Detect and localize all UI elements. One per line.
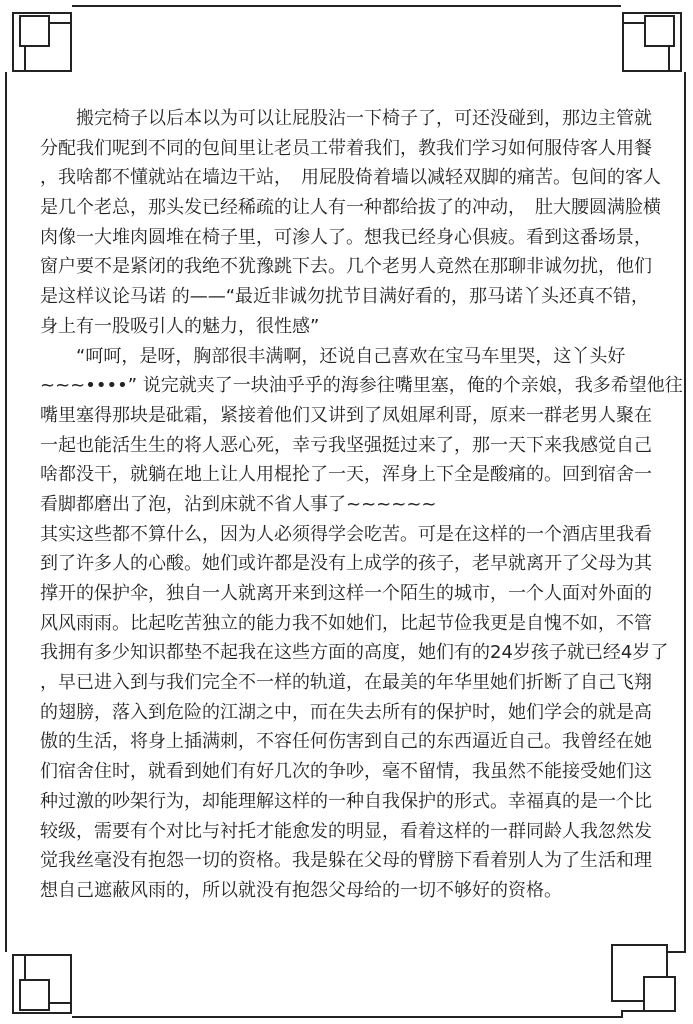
corner-border-connector-bottom xyxy=(621,1010,645,1012)
essay-line: 风风雨雨。比起吃苦独立的能力我不如她们，比起节俭我更是自愧不如，不管 xyxy=(40,612,652,634)
corner-ornament-top-right xyxy=(622,12,682,72)
essay-line: 搬完椅子以后本以为可以让屁股沾一下椅子了，可还没碰到，那边主管就 xyxy=(40,108,652,129)
essay-line: 们宿舍住时，就看到她们有好几次的争吵，毫不留情，我虽然不能接受她们这 xyxy=(40,761,652,783)
essay-line: 傲的生活，将身上插满刺，不容任何伤害到自己的东西逼近自己。我曾经在她 xyxy=(40,731,652,753)
corner-vertical-connector xyxy=(24,954,26,979)
essay-line: 想自己遮蔽风雨的，所以就没有抱怨父母给的一切不够好的资格。 xyxy=(40,879,562,901)
essay-line: 窗户要不是紧闭的我绝不犹豫跳下去。几个老男人竟然在那聊非诚勿扰，他们 xyxy=(40,256,652,278)
corner-ornament-bottom-left xyxy=(12,954,72,1014)
page-border-right xyxy=(684,72,686,953)
corner-ornament-top-left xyxy=(12,12,72,72)
essay-line: 其实这些都不算什么，因为人必须得学会吃苦。可是在这样的一个酒店里我看 xyxy=(40,523,652,545)
essay-line: 分配我们呢到不同的包间里让老员工带着我们，教我们学习如何服侍客人用餐 xyxy=(40,137,652,159)
essay-line: 是几个老总，那头发已经稀疏的让人有一种都给拔了的冲动， 肚大腰圆满脸横 xyxy=(40,197,661,219)
essay-line: ~~~••••” 说完就夹了一块油乎乎的海参往嘴里塞，俺的个亲娘，我多希望他往 xyxy=(40,375,683,397)
essay-line: ，早已进入到与我们完全不一样的轨道，在最美的年华里她们折断了自己飞翔 xyxy=(40,672,652,694)
essay-line: 身上有一股吸引人的魅力，很性感” xyxy=(40,315,320,337)
page-border-top xyxy=(72,5,621,7)
corner-horizontal-connector xyxy=(50,22,72,24)
essay-line: “呵呵，是呀，胸部很丰满啊，还说自己喜欢在宝马车里哭，这丫头好 xyxy=(40,345,626,367)
essay-line: ，我啥都不懂就站在墙边干站， 用屁股倚着墙以减轻双脚的痛苦。包间的客人 xyxy=(40,167,661,189)
corner-vertical-connector xyxy=(24,47,26,72)
corner-vertical-connector xyxy=(668,47,670,72)
essay-line: 肉像一大堆肉圆堆在椅子里，可渗人了。想我已经身心俱疲。看到这番场景， xyxy=(40,226,652,248)
corner-horizontal-connector xyxy=(622,22,644,24)
essay-line: 觉我丝毫没有抱怨一切的资格。我是躲在父母的臂膀下看着别人为了生活和理 xyxy=(40,850,652,872)
essay-line: 较级，需要有个对比与衬托才能愈发的明显，看着这样的一群同龄人我忽然发 xyxy=(40,820,652,842)
essay-line: 是这样议论马诺 的——“最近非诚勿扰节目满好看的，那马诺丫头还真不错， xyxy=(40,286,650,308)
essay-line: 的翅膀，落入到危险的江湖之中，而在失去所有的保护时，她们学会的就是高 xyxy=(40,701,652,723)
corner-outer-square xyxy=(611,944,668,1002)
essay-line: 看脚都磨出了泡，沾到床就不省人事了~~~~~~ xyxy=(40,493,437,515)
page-border-bottom xyxy=(72,1016,623,1018)
corner-inner-square xyxy=(643,976,676,1012)
essay-text-block xyxy=(40,104,683,906)
corner-inner-square xyxy=(19,15,50,47)
essay-line: 到了许多人的心酸。她们或许都是没有上成学的孩子，老早就离开了父母为其 xyxy=(40,553,652,575)
essay-line: 一起也能活生生的将人恶心死，幸亏我坚强挺过来了，那一天下来我感觉自己 xyxy=(40,434,652,456)
essay-line: 嘴里塞得那块是砒霜，紧接着他们又讲到了凤姐犀利哥，原来一群老男人聚在 xyxy=(40,404,652,426)
corner-inner-square xyxy=(19,979,50,1011)
corner-inner-square xyxy=(644,15,675,47)
corner-horizontal-connector xyxy=(50,1002,72,1004)
essay-line: 我拥有多少知识都垫不起我在这些方面的高度，她们有的24岁孩子就已经4岁了 xyxy=(40,642,669,664)
essay-line: 种过激的吵架行为，却能理解这样的一种自我保护的形式。幸福真的是一个比 xyxy=(40,790,652,812)
essay-line: 撑开的保护伞，独自一人就离开来到这样一个陌生的城市，一个人面对外面的 xyxy=(40,583,652,604)
page-border-left xyxy=(5,72,7,952)
essay-line: 啥都没干，就躺在地上让人用棍抡了一天，浑身上下全是酸痛的。回到宿舍一 xyxy=(40,464,652,486)
